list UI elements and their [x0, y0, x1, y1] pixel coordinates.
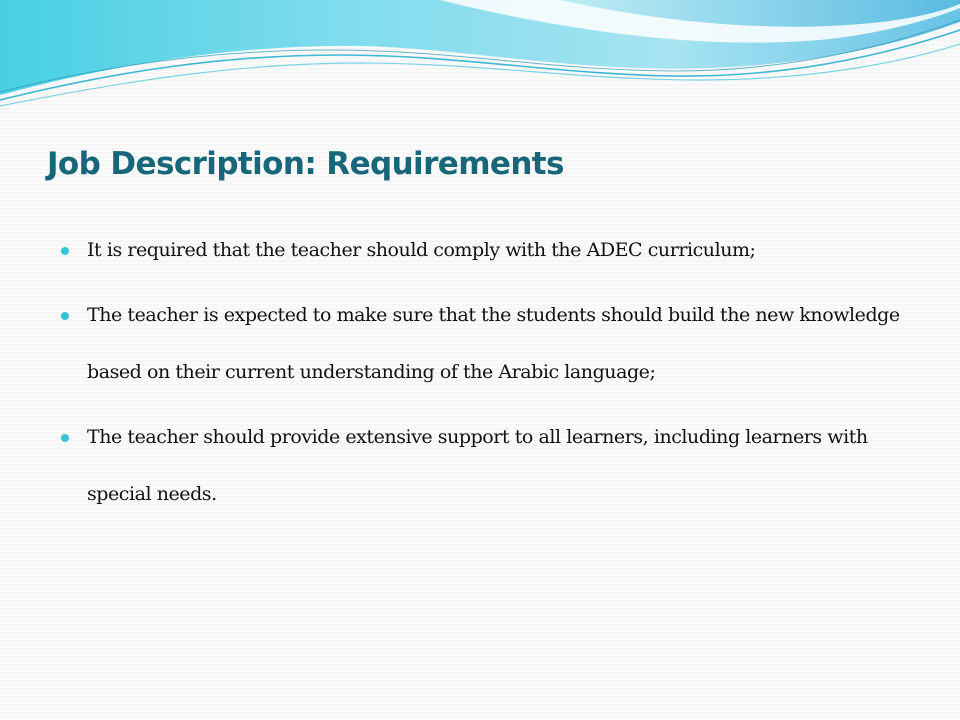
bullet-item-3	[60, 409, 920, 523]
bullet-item-1	[60, 222, 920, 279]
bullet-dot-icon	[61, 312, 69, 320]
bullet-item-2	[60, 287, 920, 401]
slide-title: Job Description: Requirements	[47, 146, 564, 182]
header-wave-decoration	[0, 0, 960, 115]
bullet-text: The teacher should provide extensive support to all learners, including learners with special needs.	[87, 426, 868, 505]
bullet-text: It is required that the teacher should comply with the ADEC curriculum;	[87, 239, 756, 261]
bullet-dot-icon	[61, 434, 69, 442]
bullet-dot-icon	[61, 247, 69, 255]
bullet-text: The teacher is expected to make sure that the students should build the new knowledge based on their current understanding of the Arabic language;	[87, 304, 900, 383]
bullet-list	[60, 222, 920, 531]
